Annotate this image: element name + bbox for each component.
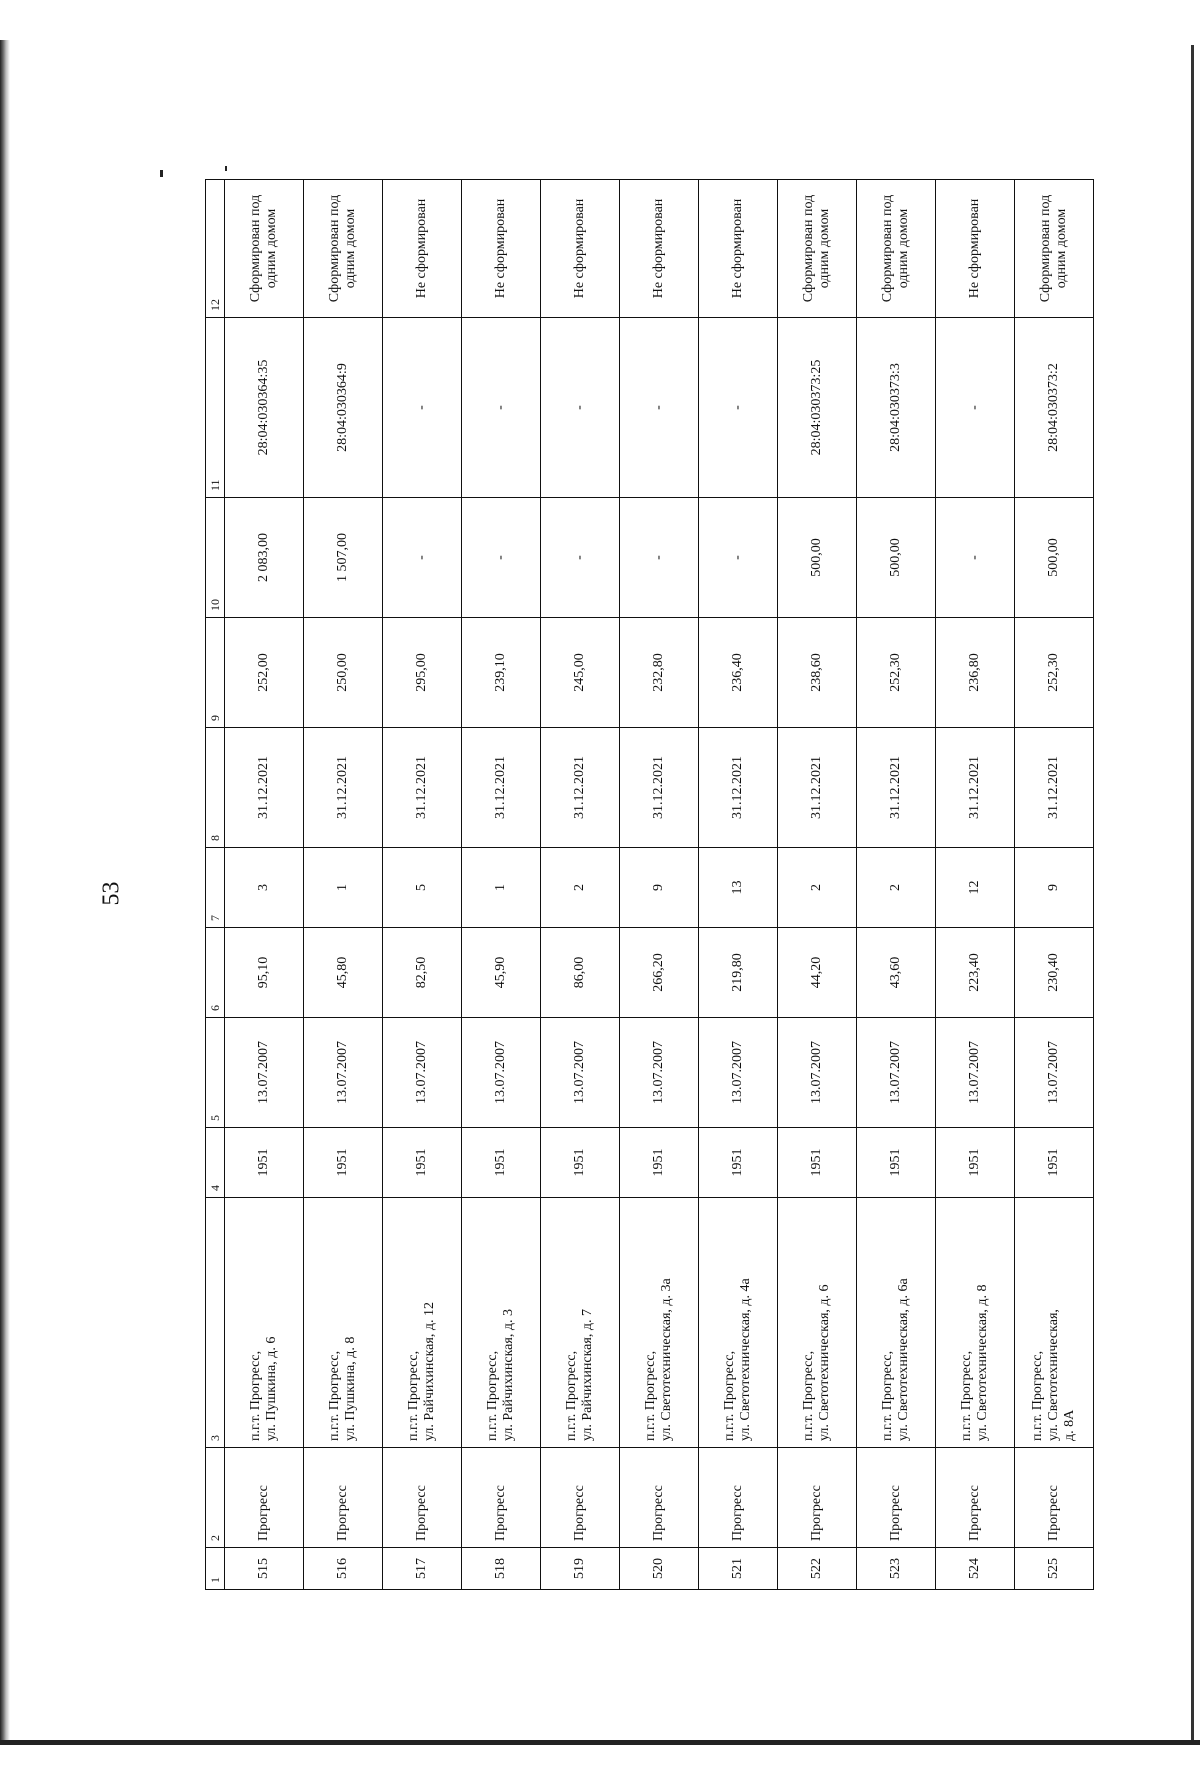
cadastral-cell: - <box>541 318 620 498</box>
settlement-cell: Прогресс <box>699 1448 778 1548</box>
column-number-header: 2 <box>206 1448 225 1548</box>
column-number-header: 5 <box>206 1018 225 1128</box>
scan-left-edge <box>0 40 10 1740</box>
value9-cell: 252,30 <box>857 618 936 728</box>
address-line: п.г.т. Прогресс, <box>880 1350 895 1441</box>
column-number-header: 1 <box>206 1548 225 1590</box>
value10-cell: - <box>541 498 620 618</box>
scan-speck <box>225 166 227 171</box>
registry-table <box>205 179 1094 1590</box>
address-cell <box>541 1198 620 1448</box>
date2-cell: 31.12.2021 <box>462 728 541 848</box>
registry-table-rotated <box>205 180 1075 1590</box>
status-cell: Не сформирован <box>383 180 462 318</box>
row-number-cell: 516 <box>304 1548 383 1590</box>
table-row <box>857 180 936 1590</box>
value9-cell: 245,00 <box>541 618 620 728</box>
date2-cell: 31.12.2021 <box>699 728 778 848</box>
column-number-header: 3 <box>206 1198 225 1448</box>
value9-cell: 252,00 <box>225 618 304 728</box>
status-cell: Не сформирован <box>462 180 541 318</box>
status-cell: Сформирован под одним домом <box>1015 180 1094 318</box>
value10-cell: 500,00 <box>1015 498 1094 618</box>
address-cell <box>936 1198 1015 1448</box>
table-row <box>383 180 462 1590</box>
settlement-cell: Прогресс <box>462 1448 541 1548</box>
address-cell <box>462 1198 541 1448</box>
date2-cell: 31.12.2021 <box>620 728 699 848</box>
column-number-header: 10 <box>206 498 225 618</box>
address-line: п.г.т. Прогресс, <box>801 1350 816 1441</box>
address-cell <box>778 1198 857 1448</box>
cadastral-cell: - <box>936 318 1015 498</box>
date-cell: 13.07.2007 <box>857 1018 936 1128</box>
year-cell: 1951 <box>225 1128 304 1198</box>
address-line: ул. Райчихинская, д. 12 <box>422 1302 437 1441</box>
value9-cell: 232,80 <box>620 618 699 728</box>
table-row <box>699 180 778 1590</box>
row-number-cell: 520 <box>620 1548 699 1590</box>
date-cell: 13.07.2007 <box>541 1018 620 1128</box>
settlement-cell: Прогресс <box>857 1448 936 1548</box>
address-cell <box>620 1198 699 1448</box>
column-number-header: 6 <box>206 928 225 1018</box>
year-cell: 1951 <box>936 1128 1015 1198</box>
address-line: ул. Райчихинская, д. 3 <box>501 1309 516 1441</box>
year-cell: 1951 <box>857 1128 936 1198</box>
address-line: п.г.т. Прогресс, <box>959 1350 974 1441</box>
area-cell: 45,90 <box>462 928 541 1018</box>
cadastral-cell: 28:04:030373:3 <box>857 318 936 498</box>
column-number-row <box>206 180 225 1590</box>
row-number-cell: 524 <box>936 1548 1015 1590</box>
address-line: ул. Райчихинская, д. 7 <box>580 1309 595 1441</box>
address-line: ул. Светотехническая, д. 6а <box>896 1278 911 1441</box>
table-body <box>225 180 1094 1590</box>
date-cell: 13.07.2007 <box>462 1018 541 1128</box>
area-cell: 95,10 <box>225 928 304 1018</box>
settlement-cell: Прогресс <box>620 1448 699 1548</box>
count-cell: 13 <box>699 848 778 928</box>
status-cell: Сформирован под одним домом <box>304 180 383 318</box>
date-cell: 13.07.2007 <box>778 1018 857 1128</box>
column-number-header: 7 <box>206 848 225 928</box>
date2-cell: 31.12.2021 <box>778 728 857 848</box>
date2-cell: 31.12.2021 <box>857 728 936 848</box>
address-line: ул. Светотехническая, д. 3а <box>659 1278 674 1441</box>
status-cell: Не сформирован <box>936 180 1015 318</box>
year-cell: 1951 <box>1015 1128 1094 1198</box>
scan-right-edge <box>1191 45 1194 1745</box>
area-cell: 86,00 <box>541 928 620 1018</box>
address-cell <box>304 1198 383 1448</box>
value10-cell: 500,00 <box>778 498 857 618</box>
value9-cell: 295,00 <box>383 618 462 728</box>
year-cell: 1951 <box>304 1128 383 1198</box>
address-line: п.г.т. Прогресс, <box>406 1350 421 1441</box>
year-cell: 1951 <box>620 1128 699 1198</box>
status-cell: Не сформирован <box>541 180 620 318</box>
area-cell: 44,20 <box>778 928 857 1018</box>
year-cell: 1951 <box>699 1128 778 1198</box>
date2-cell: 31.12.2021 <box>1015 728 1094 848</box>
page-number: 53 <box>98 881 125 906</box>
row-number-cell: 522 <box>778 1548 857 1590</box>
row-number-cell: 519 <box>541 1548 620 1590</box>
date2-cell: 31.12.2021 <box>383 728 462 848</box>
table-row <box>541 180 620 1590</box>
cadastral-cell: - <box>699 318 778 498</box>
table-row <box>225 180 304 1590</box>
address-line: п.г.т. Прогресс, <box>1030 1350 1045 1441</box>
date2-cell: 31.12.2021 <box>304 728 383 848</box>
value9-cell: 238,60 <box>778 618 857 728</box>
cadastral-cell: - <box>620 318 699 498</box>
count-cell: 1 <box>462 848 541 928</box>
area-cell: 43,60 <box>857 928 936 1018</box>
date-cell: 13.07.2007 <box>304 1018 383 1128</box>
settlement-cell: Прогресс <box>383 1448 462 1548</box>
table-row <box>304 180 383 1590</box>
count-cell: 2 <box>857 848 936 928</box>
value10-cell: 500,00 <box>857 498 936 618</box>
address-line: п.г.т. Прогресс, <box>327 1350 342 1441</box>
cadastral-cell: 28:04:030364:35 <box>225 318 304 498</box>
status-cell: Не сформирован <box>699 180 778 318</box>
area-cell: 266,20 <box>620 928 699 1018</box>
value10-cell: 1 507,00 <box>304 498 383 618</box>
status-cell: Сформирован под одним домом <box>225 180 304 318</box>
date-cell: 13.07.2007 <box>936 1018 1015 1128</box>
year-cell: 1951 <box>462 1128 541 1198</box>
area-cell: 82,50 <box>383 928 462 1018</box>
settlement-cell: Прогресс <box>778 1448 857 1548</box>
table-row <box>778 180 857 1590</box>
address-line: п.г.т. Прогресс, <box>643 1350 658 1441</box>
value10-cell: - <box>620 498 699 618</box>
date-cell: 13.07.2007 <box>620 1018 699 1128</box>
table-row <box>462 180 541 1590</box>
year-cell: 1951 <box>383 1128 462 1198</box>
settlement-cell: Прогресс <box>1015 1448 1094 1548</box>
settlement-cell: Прогресс <box>225 1448 304 1548</box>
address-cell <box>699 1198 778 1448</box>
address-line: ул. Светотехническая, д. 6 <box>817 1284 832 1441</box>
address-line: ул. Пушкина, д. 6 <box>264 1336 279 1441</box>
address-cell <box>857 1198 936 1448</box>
count-cell: 5 <box>383 848 462 928</box>
count-cell: 2 <box>541 848 620 928</box>
date2-cell: 31.12.2021 <box>936 728 1015 848</box>
row-number-cell: 517 <box>383 1548 462 1590</box>
address-cell <box>1015 1198 1094 1448</box>
address-cell <box>383 1198 462 1448</box>
address-line: ул. Пушкина, д. 8 <box>343 1336 358 1441</box>
value10-cell: - <box>936 498 1015 618</box>
value9-cell: 239,10 <box>462 618 541 728</box>
scan-speck <box>160 170 163 177</box>
address-line: ул. Светотехническая, д. 8 <box>975 1284 990 1441</box>
table-row <box>936 180 1015 1590</box>
value10-cell: - <box>383 498 462 618</box>
value10-cell: 2 083,00 <box>225 498 304 618</box>
address-line: ул. Светотехническая, д. 4а <box>738 1278 753 1441</box>
cadastral-cell: 28:04:030373:2 <box>1015 318 1094 498</box>
address-line: п.г.т. Прогресс, <box>722 1350 737 1441</box>
address-line: п.г.т. Прогресс, <box>248 1350 263 1441</box>
scan-bottom-edge <box>0 1740 1200 1745</box>
cadastral-cell: 28:04:030364:9 <box>304 318 383 498</box>
year-cell: 1951 <box>541 1128 620 1198</box>
date2-cell: 31.12.2021 <box>541 728 620 848</box>
year-cell: 1951 <box>778 1128 857 1198</box>
date2-cell: 31.12.2021 <box>225 728 304 848</box>
settlement-cell: Прогресс <box>541 1448 620 1548</box>
settlement-cell: Прогресс <box>304 1448 383 1548</box>
area-cell: 230,40 <box>1015 928 1094 1018</box>
status-cell: Сформирован под одним домом <box>778 180 857 318</box>
value9-cell: 236,40 <box>699 618 778 728</box>
row-number-cell: 515 <box>225 1548 304 1590</box>
count-cell: 3 <box>225 848 304 928</box>
value10-cell: - <box>462 498 541 618</box>
count-cell: 1 <box>304 848 383 928</box>
column-number-header: 4 <box>206 1128 225 1198</box>
row-number-cell: 521 <box>699 1548 778 1590</box>
address-line: п.г.т. Прогресс, <box>564 1350 579 1441</box>
address-line: ул. Светотехническая, <box>1046 1309 1061 1441</box>
row-number-cell: 518 <box>462 1548 541 1590</box>
column-number-header: 8 <box>206 728 225 848</box>
status-cell: Сформирован под одним домом <box>857 180 936 318</box>
column-number-header: 11 <box>206 318 225 498</box>
address-cell <box>225 1198 304 1448</box>
area-cell: 219,80 <box>699 928 778 1018</box>
column-number-header: 12 <box>206 180 225 318</box>
date-cell: 13.07.2007 <box>699 1018 778 1128</box>
value9-cell: 250,00 <box>304 618 383 728</box>
value9-cell: 252,30 <box>1015 618 1094 728</box>
table-row <box>1015 180 1094 1590</box>
count-cell: 12 <box>936 848 1015 928</box>
value9-cell: 236,80 <box>936 618 1015 728</box>
cadastral-cell: 28:04:030373:25 <box>778 318 857 498</box>
area-cell: 223,40 <box>936 928 1015 1018</box>
count-cell: 9 <box>1015 848 1094 928</box>
row-number-cell: 523 <box>857 1548 936 1590</box>
settlement-cell: Прогресс <box>936 1448 1015 1548</box>
date-cell: 13.07.2007 <box>225 1018 304 1128</box>
cadastral-cell: - <box>462 318 541 498</box>
address-line: п.г.т. Прогресс, <box>485 1350 500 1441</box>
row-number-cell: 525 <box>1015 1548 1094 1590</box>
column-number-header: 9 <box>206 618 225 728</box>
table-row <box>620 180 699 1590</box>
value10-cell: - <box>699 498 778 618</box>
area-cell: 45,80 <box>304 928 383 1018</box>
date-cell: 13.07.2007 <box>1015 1018 1094 1128</box>
count-cell: 9 <box>620 848 699 928</box>
address-line: д. 8А <box>1062 1409 1077 1441</box>
date-cell: 13.07.2007 <box>383 1018 462 1128</box>
cadastral-cell: - <box>383 318 462 498</box>
count-cell: 2 <box>778 848 857 928</box>
status-cell: Не сформирован <box>620 180 699 318</box>
